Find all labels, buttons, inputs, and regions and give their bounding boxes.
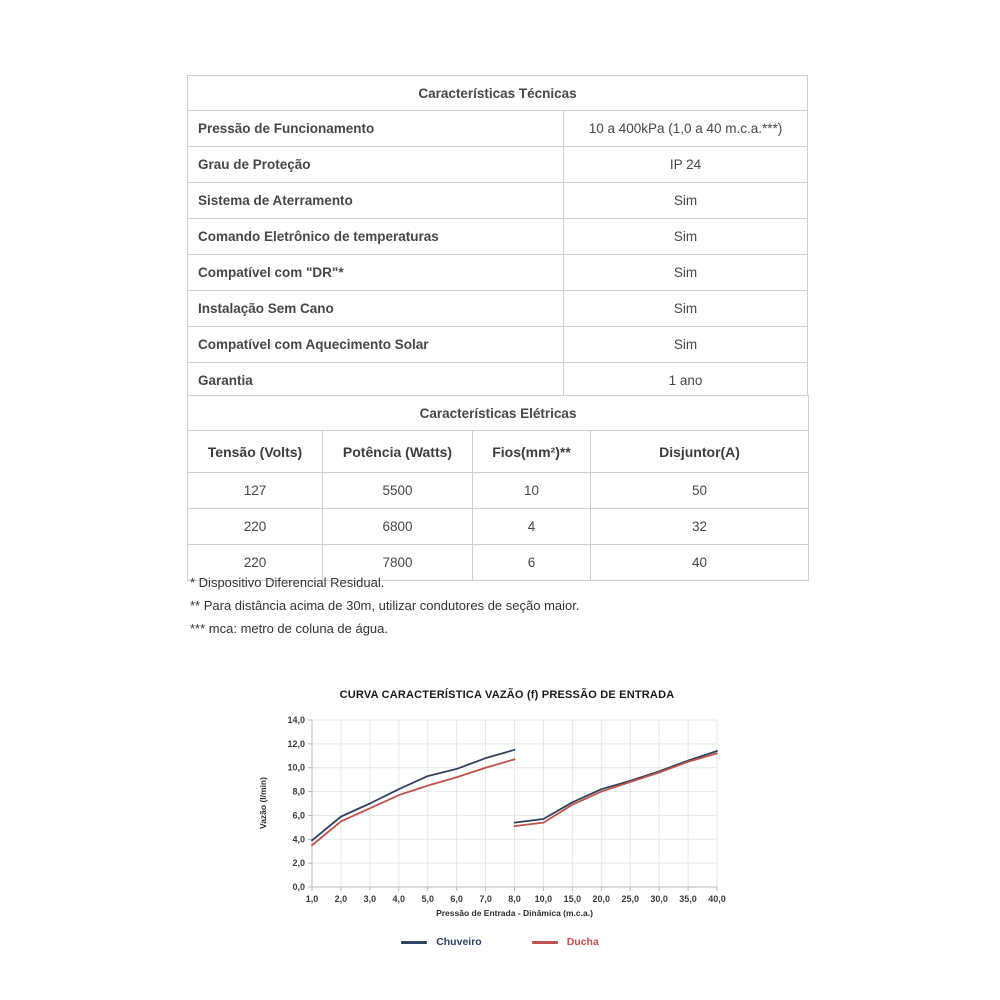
legend-label-ducha: Ducha [566,936,599,948]
table-row [188,291,808,327]
flow-pressure-chart [252,700,742,915]
electric-table-title: Características Elétricas [188,396,809,431]
table-header-row [188,431,809,473]
svg-text:30,0: 30,0 [650,894,668,904]
legend-label-chuveiro: Chuveiro [436,936,482,948]
svg-text:4,0: 4,0 [392,894,406,904]
table-row [188,255,808,291]
tech-row-value: 1 ano [564,363,808,399]
tech-row-label: Garantia [188,363,564,399]
svg-text:15,0: 15,0 [563,894,582,904]
svg-text:8,0: 8,0 [292,786,305,797]
svg-text:4,0: 4,0 [292,834,305,845]
tech-row-label: Compatível com Aquecimento Solar [188,327,564,363]
chart-title: CURVA CARACTERÍSTICA VAZÃO (f) PRESSÃO DE ENTRADA [339,689,675,701]
svg-text:1,0: 1,0 [305,894,319,904]
svg-text:5,0: 5,0 [421,894,434,904]
svg-text:8,0: 8,0 [508,894,521,904]
tech-row-value: Sim [564,219,808,255]
table-row [188,509,809,545]
table-row [188,183,808,219]
cell-potencia: 6800 [323,509,473,545]
y-axis-label: Vazão (l/min) [258,777,268,829]
legend-item-chuveiro [401,936,482,948]
column-header-fios: Fios(mm²)** [473,431,591,473]
cell-disjuntor: 32 [591,509,809,545]
tech-row-value: Sim [564,255,808,291]
table-row [188,147,808,183]
cell-fios: 10 [473,473,591,509]
tech-row-label: Instalação Sem Cano [188,291,564,327]
footnotes [190,571,810,640]
column-header-tensao: Tensão (Volts) [188,431,323,473]
svg-text:2,0: 2,0 [292,858,305,869]
svg-text:6,0: 6,0 [292,810,305,821]
cell-potencia: 5500 [323,473,473,509]
footnote-mca: *** mca: metro de coluna de água. [190,621,389,636]
footnote-fios: ** Para distância acima de 30m, utilizar condutores de seção maior. [190,598,580,613]
cell-disjuntor: 50 [591,473,809,509]
svg-text:10,0: 10,0 [534,894,553,904]
footnote-dr: * Dispositivo Diferencial Residual. [190,575,385,590]
tech-row-value: Sim [564,183,808,219]
svg-text:3,0: 3,0 [363,894,377,904]
tech-table-title: Características Técnicas [188,76,808,111]
svg-text:40,0: 40,0 [708,894,726,904]
svg-text:10,0: 10,0 [287,762,305,773]
tech-row-value: IP 24 [564,147,808,183]
table-row [188,363,808,399]
tech-row-label: Compatível com "DR"* [188,255,564,291]
column-header-potencia: Potência (Watts) [323,431,473,473]
svg-text:7,0: 7,0 [479,894,492,904]
tech-row-label: Pressão de Funcionamento [188,111,564,147]
chart-legend [280,936,720,948]
svg-text:0,0: 0,0 [292,882,305,892]
cell-tensao: 220 [188,545,323,581]
svg-text:25,0: 25,0 [621,894,639,904]
cell-tensao: 220 [188,509,323,545]
table-row [188,473,809,509]
tech-row-label: Grau de Proteção [188,147,564,183]
electrical-characteristics-table [187,395,809,581]
legend-line-swatch-ducha [532,941,558,944]
svg-text:12,0: 12,0 [287,738,305,749]
column-header-disjuntor: Disjuntor(A) [591,431,809,473]
svg-text:20,0: 20,0 [592,894,611,904]
table-row [188,327,808,363]
x-axis-label: Pressão de Entrada - Dinâmica (m.c.a.) [436,908,593,918]
svg-text:2,0: 2,0 [334,894,348,904]
legend-line-swatch-chuveiro [401,941,427,944]
cell-disjuntor: 40 [591,545,809,581]
cell-fios: 6 [473,545,591,581]
svg-text:35,0: 35,0 [679,894,697,904]
tech-row-value: Sim [564,291,808,327]
cell-fios: 4 [473,509,591,545]
table-row [188,219,808,255]
tech-row-value: Sim [564,327,808,363]
cell-potencia: 7800 [323,545,473,581]
tech-row-label: Comando Eletrônico de temperaturas [188,219,564,255]
legend-item-ducha [532,936,599,948]
table-row [188,111,808,147]
svg-text:6,0: 6,0 [450,894,463,904]
tech-row-value: 10 a 400kPa (1,0 a 40 m.c.a.***) [564,111,808,147]
technical-characteristics-table [187,75,808,399]
svg-text:14,0: 14,0 [287,715,305,725]
tech-row-label: Sistema de Aterramento [188,183,564,219]
cell-tensao: 127 [188,473,323,509]
